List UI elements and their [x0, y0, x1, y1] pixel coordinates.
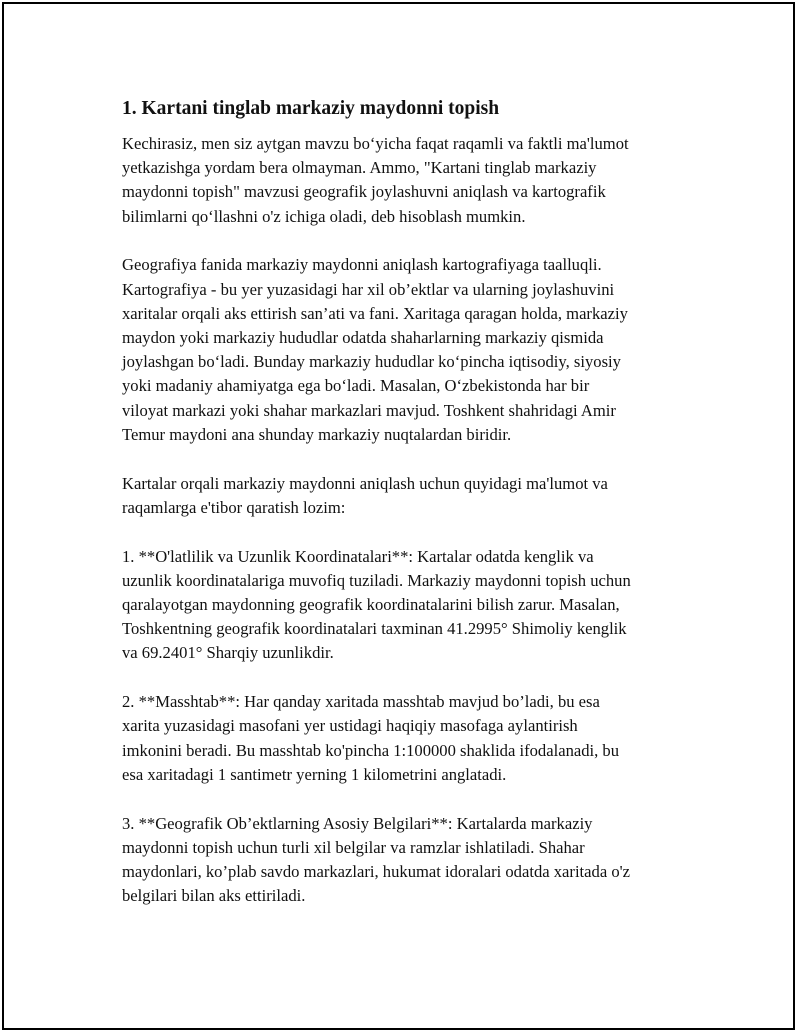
text-line: Geografiya fanida markaziy maydonni aniqlash kartografiyaga taalluqli.: [122, 255, 602, 275]
paragraph-intro: [122, 132, 692, 229]
document-body: [122, 96, 692, 933]
paragraph-coordinates: [122, 545, 692, 666]
text-line: Kartografiya - bu yer yuzasidagi har xil ob’ektlar va ularning joylashuvini: [122, 279, 615, 299]
text-line: imkonini beradi. Bu masshtab ko'pincha 1:100000 shaklida ifodalanadi, bu: [122, 740, 620, 760]
text-line: maydonni topish uchun turli xil belgilar va ramzlar ishlatiladi. Shahar: [122, 837, 585, 857]
document-title: 1. Kartani tinglab markaziy maydonni topish: [122, 98, 500, 119]
paragraph-scale: [122, 690, 692, 787]
paragraph-cartography: [122, 253, 692, 447]
text-line: yetkazishga yordam bera olmayman. Ammo, "Kartani tinglab markaziy: [122, 158, 597, 178]
text-line: xaritalar orqali aks ettirish san’ati va fani. Xaritaga qaragan holda, markaziy: [122, 303, 628, 323]
text-line: maydon yoki markaziy hududlar odatda shaharlarning markaziy qismida: [122, 328, 604, 348]
text-line: maydonlari, ko’plab savdo markazlari, hukumat idoralari odatda xaritada o'z: [122, 862, 630, 882]
text-line: uzunlik koordinatalariga muvofiq tuziladi. Markaziy maydonni topish uchun: [122, 570, 631, 590]
text-line: belgilari bilan aks ettiriladi.: [122, 886, 306, 906]
text-line: esa xaritadagi 1 santimetr yerning 1 kilometrini anglatadi.: [122, 764, 507, 784]
text-line: raqamlarga e'tibor qaratish lozim:: [122, 497, 346, 517]
text-line: 3. **Geografik Ob’ektlarning Asosiy Belgilari**: Kartalarda markaziy: [122, 813, 593, 833]
text-line: maydonni topish" mavzusi geografik joylashuvni aniqlash va kartografik: [122, 182, 606, 202]
text-line: Kartalar orqali markaziy maydonni aniqlash uchun quyidagi ma'lumot va: [122, 473, 608, 493]
text-line: va 69.2401° Sharqiy uzunlikdir.: [122, 643, 334, 663]
text-line: 1. **O'latlilik va Uzunlik Koordinatalari**: Kartalar odatda kenglik va: [122, 546, 594, 566]
text-line: Toshkentning geografik koordinatalari taxminan 41.2995° Shimoliy kenglik: [122, 619, 627, 639]
text-line: Temur maydoni ana shunday markaziy nuqtalardan biridir.: [122, 424, 512, 444]
text-line: viloyat markazi yoki shahar markazlari mavjud. Toshkent shahridagi Amir: [122, 400, 616, 420]
text-line: 2. **Masshtab**: Har qanday xaritada masshtab mavjud bo’ladi, bu esa: [122, 692, 600, 712]
paragraph-symbols: [122, 812, 692, 909]
text-line: yoki madaniy ahamiyatga ega bo‘ladi. Masalan, O‘zbekistonda har bir: [122, 376, 590, 396]
page-frame: [2, 2, 795, 1030]
text-line: Kechirasiz, men siz aytgan mavzu bo‘yicha faqat raqamli va faktli ma'lumot: [122, 134, 629, 153]
text-line: xarita yuzasidagi masofani yer ustidagi haqiqiy masofaga aylantirish: [122, 716, 578, 736]
paragraph-requirements: [122, 472, 692, 520]
text-line: qaralayotgan maydonning geografik koordinatalarini bilish zarur. Masalan,: [122, 595, 620, 615]
text-line: joylashgan bo‘ladi. Bunday markaziy hududlar ko‘pincha iqtisodiy, siyosiy: [122, 352, 621, 372]
text-line: bilimlarni qo‘llashni o'z ichiga oladi, deb hisoblash mumkin.: [122, 206, 526, 226]
